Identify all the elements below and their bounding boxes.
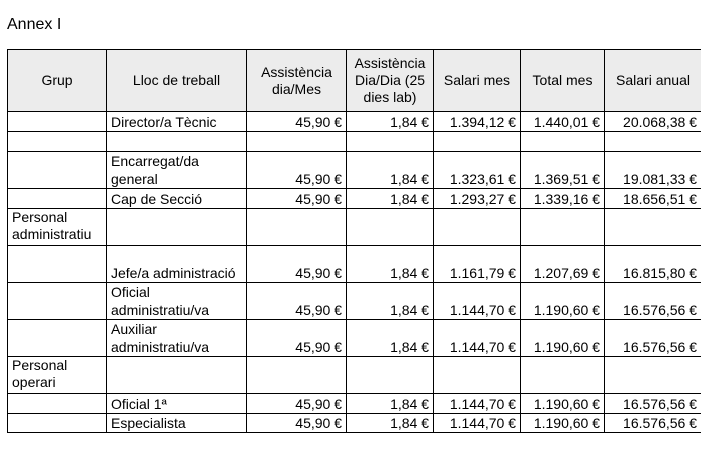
cell-assistencia-dia: 1,84 €	[347, 283, 434, 320]
cell-salari-anual: 20.068,38 €	[605, 112, 702, 132]
cell-total-mes: 1.190,60 €	[521, 283, 605, 320]
cell-total-mes: 1.207,69 €	[521, 246, 605, 283]
cell-salari-mes: 1.144,70 €	[434, 283, 521, 320]
cell-lloc-de-treball	[107, 132, 247, 152]
table-row	[8, 394, 702, 414]
cell-assistencia-dia: 1,84 €	[347, 246, 434, 283]
cell-lloc-de-treball	[107, 209, 247, 246]
cell-salari-anual: 16.576,56 €	[605, 394, 702, 414]
cell-salari-anual: 16.576,56 €	[605, 414, 702, 433]
table-row	[8, 132, 702, 152]
table-row	[8, 246, 702, 283]
table-header-row	[8, 50, 702, 112]
cell-total-mes: 1.190,60 €	[521, 394, 605, 414]
cell-grup	[8, 394, 107, 414]
cell-assistencia-mes: 45,90 €	[247, 394, 347, 414]
cell-total-mes: 1.440,01 €	[521, 112, 605, 132]
cell-grup	[8, 283, 107, 320]
cell-total-mes: 1.190,60 €	[521, 320, 605, 357]
cell-total-mes	[521, 357, 605, 394]
cell-total-mes	[521, 132, 605, 152]
table-row	[8, 414, 702, 433]
cell-salari-mes: 1.161,79 €	[434, 246, 521, 283]
cell-grup	[8, 189, 107, 209]
table-row	[8, 209, 702, 246]
cell-lloc-de-treball: Encarregat/da general	[107, 152, 247, 189]
cell-assistencia-mes: 45,90 €	[247, 414, 347, 433]
cell-salari-mes	[434, 357, 521, 394]
cell-lloc-de-treball: Auxiliar administratiu/va	[107, 320, 247, 357]
cell-assistencia-dia: 1,84 €	[347, 152, 434, 189]
cell-salari-anual	[605, 209, 702, 246]
cell-assistencia-dia	[347, 132, 434, 152]
cell-salari-mes	[434, 209, 521, 246]
cell-salari-anual: 18.656,51 €	[605, 189, 702, 209]
cell-total-mes: 1.190,60 €	[521, 414, 605, 433]
cell-grup	[8, 112, 107, 132]
cell-salari-anual: 16.576,56 €	[605, 283, 702, 320]
cell-grup	[8, 132, 107, 152]
cell-assistencia-mes: 45,90 €	[247, 320, 347, 357]
cell-assistencia-dia: 1,84 €	[347, 414, 434, 433]
header-total-mes: Total mes	[521, 50, 605, 112]
cell-grup	[8, 246, 107, 283]
salary-table-container	[7, 49, 701, 437]
cell-lloc-de-treball	[107, 357, 247, 394]
cell-grup: Personal administratiu	[8, 209, 107, 246]
cell-salari-mes: 1.144,70 €	[434, 320, 521, 357]
cell-lloc-de-treball: Oficial administratiu/va	[107, 283, 247, 320]
document-title: Annex I	[7, 16, 62, 33]
table-row	[8, 320, 702, 357]
cell-assistencia-dia	[347, 357, 434, 394]
cell-salari-anual	[605, 132, 702, 152]
cell-total-mes: 1.339,16 €	[521, 189, 605, 209]
table-body	[8, 112, 702, 433]
cell-assistencia-mes	[247, 357, 347, 394]
salary-table	[7, 49, 701, 433]
table-row	[8, 357, 702, 394]
cell-grup: Personal operari	[8, 357, 107, 394]
cell-assistencia-mes: 45,90 €	[247, 283, 347, 320]
cell-assistencia-mes	[247, 132, 347, 152]
cell-salari-anual: 19.081,33 €	[605, 152, 702, 189]
cell-salari-mes: 1.293,27 €	[434, 189, 521, 209]
header-assistencia-dia-mes: Assistència dia/Mes	[247, 50, 347, 112]
header-lloc-de-treball: Lloc de treball	[107, 50, 247, 112]
cell-assistencia-mes: 45,90 €	[247, 112, 347, 132]
cell-assistencia-dia: 1,84 €	[347, 189, 434, 209]
cell-grup	[8, 414, 107, 433]
cell-assistencia-dia	[347, 209, 434, 246]
table-row	[8, 112, 702, 132]
cell-total-mes	[521, 209, 605, 246]
cell-assistencia-mes: 45,90 €	[247, 246, 347, 283]
cell-lloc-de-treball: Director/a Tècnic	[107, 112, 247, 132]
cell-salari-mes: 1.323,61 €	[434, 152, 521, 189]
cell-assistencia-mes: 45,90 €	[247, 189, 347, 209]
cell-assistencia-mes	[247, 209, 347, 246]
cell-lloc-de-treball: Oficial 1ª	[107, 394, 247, 414]
cell-salari-anual: 16.815,80 €	[605, 246, 702, 283]
cell-lloc-de-treball: Jefe/a administració	[107, 246, 247, 283]
cell-salari-mes: 1.144,70 €	[434, 394, 521, 414]
cell-assistencia-mes: 45,90 €	[247, 152, 347, 189]
header-assistencia-dia-dia: Assistència Dia/Dia (25 dies lab)	[347, 50, 434, 112]
cell-assistencia-dia: 1,84 €	[347, 112, 434, 132]
cell-salari-anual: 16.576,56 €	[605, 320, 702, 357]
cell-lloc-de-treball: Especialista	[107, 414, 247, 433]
table-row	[8, 283, 702, 320]
cell-assistencia-dia: 1,84 €	[347, 394, 434, 414]
cell-assistencia-dia: 1,84 €	[347, 320, 434, 357]
header-salari-anual: Salari anual	[605, 50, 702, 112]
cell-salari-mes: 1.394,12 €	[434, 112, 521, 132]
table-row	[8, 189, 702, 209]
header-salari-mes: Salari mes	[434, 50, 521, 112]
cell-total-mes: 1.369,51 €	[521, 152, 605, 189]
cell-salari-mes: 1.144,70 €	[434, 414, 521, 433]
cell-lloc-de-treball: Cap de Secció	[107, 189, 247, 209]
cell-salari-anual	[605, 357, 702, 394]
cell-grup	[8, 152, 107, 189]
cell-salari-mes	[434, 132, 521, 152]
header-grup: Grup	[8, 50, 107, 112]
table-row	[8, 152, 702, 189]
cell-grup	[8, 320, 107, 357]
